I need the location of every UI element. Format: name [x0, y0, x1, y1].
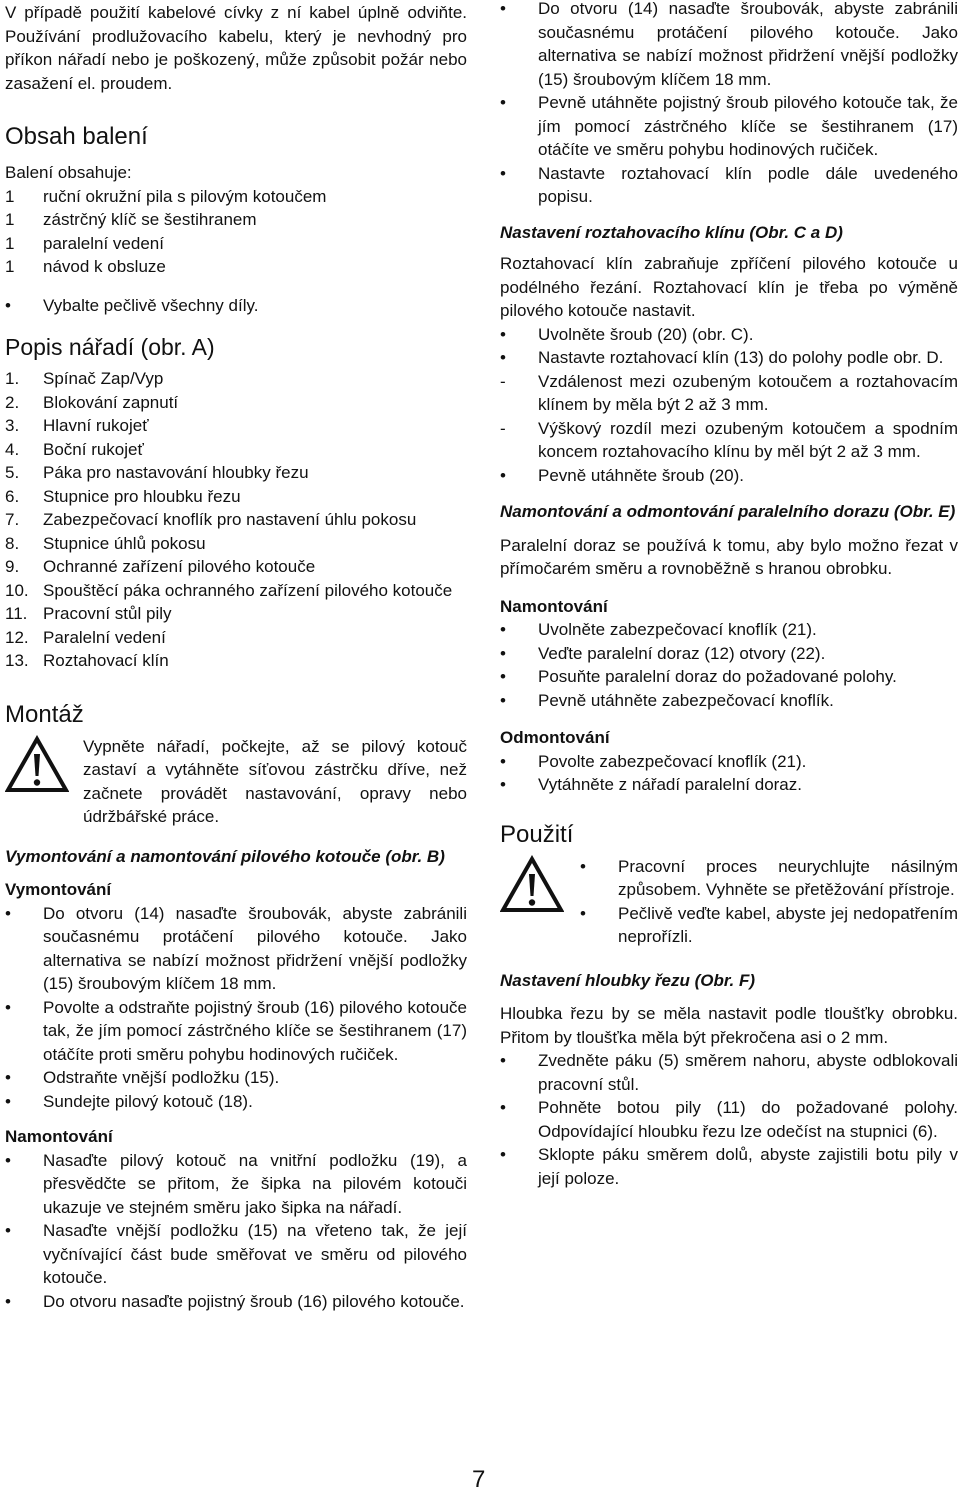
list-item: • Pečlivě veďte kabel, abyste jej nedopatřením neprořízli.	[580, 902, 958, 949]
list-item: • Pevně utáhněte pojistný šroub pilového kotouče tak, že jím pomocí zástrčného klíče se šestihranem (17) otáčíte ve směru pohybu hodinových ručiček.	[500, 91, 958, 162]
assembly-heading: Montáž	[5, 700, 84, 728]
list-item: • Odstraňte vnější podložku (15).	[5, 1066, 467, 1090]
list-item: • Sklopte páku směrem dolů, abyste zajistili botu pily v její poloze.	[500, 1143, 958, 1190]
fence-text: Paralelní doraz se používá k tomu, aby bylo možno řezat v přímočarém směru a rovnoběžně s hranou obrobku.	[500, 535, 958, 578]
fence-mount-list	[500, 618, 958, 712]
mount-list	[5, 1149, 467, 1314]
list-item: • Nastavte roztahovací klín (13) do polohy podle obr. D.	[500, 346, 958, 370]
fence-remove-list	[500, 750, 958, 797]
list-item: • Do otvoru (14) nasaďte šroubovák, abyste zabránili současnému protáčení pilového kotouče. Jako alternativa se nabízí možnost přidržení vnější podložky (15) šroubovým klíčem 18 mm.	[500, 0, 958, 91]
use-warning-list	[580, 855, 958, 949]
list-item: 5. Páka pro nastavování hloubky řezu	[5, 463, 309, 482]
list-item: 13. Roztahovací klín	[5, 651, 169, 670]
depth-heading: Nastavení hloubky řezu (Obr. F)	[500, 970, 756, 990]
list-item: • Pevně utáhněte zabezpečovací knoflík.	[500, 689, 958, 713]
list-item: - Výškový rozdíl mezi ozubeným kotoučem a spodním koncem roztahovacího klínu by měl být 2 až 3 mm.	[500, 417, 958, 464]
list-item: 1. Spínač Zap/Vyp	[5, 369, 164, 388]
depth-steps	[500, 1049, 958, 1190]
fence-heading: Namontování a odmontování paralelního dorazu (Obr. E)	[500, 502, 956, 521]
list-item: • Pracovní proces neurychlujte násilným způsobem. Vyhněte se přetěžování přístroje.	[580, 855, 958, 902]
list-item: 8. Stupnice úhlů pokosu	[5, 533, 206, 553]
unpack-list	[5, 294, 467, 318]
list-item: 1 ruční okružní pila s pilovým kotoučem	[5, 186, 327, 206]
use-warning	[500, 855, 958, 949]
list-item: • Pohněte botou pily (11) do požadované polohy. Odpovídající hloubku řezu lze odečíst na stupnici (6).	[500, 1096, 958, 1143]
list-item: 9. Ochranné zařízení pilového kotouče	[5, 557, 316, 576]
removal-heading: Vymontování	[5, 880, 112, 899]
list-item: • Pevně utáhněte šroub (20).	[500, 464, 958, 488]
parts-list	[5, 367, 467, 673]
list-item: • Nasaďte vnější podložku (15) na vřeteno tak, že její vyčnívající část bude směřovat ve směru od pilového kotouče.	[5, 1219, 467, 1290]
list-item: • Nasaďte pilový kotouč na vnitřní podložku (19), a přesvědčte se přitom, že šipka na pilovém kotouči ukazuje ve stejném směru jako šipka na nářadí.	[5, 1149, 467, 1220]
list-item: 3. Hlavní rukojeť	[5, 416, 149, 435]
description-heading: Popis nářadí (obr. A)	[5, 334, 215, 360]
use-heading: Použití	[500, 820, 574, 848]
list-item: 1 návod k obsluze	[5, 257, 166, 276]
list-item: 11. Pracovní stůl pily	[5, 604, 172, 623]
wedge-steps	[500, 323, 958, 370]
right-column	[500, 0, 958, 1190]
contents-lead: Balení obsahuje:	[5, 163, 132, 182]
list-item: • Do otvoru (14) nasaďte šroubovák, abyste zabránili současnému protáčení pilového kotouče. Jako alternativa se nabízí možnost přidržení vnější podložky (15) šroubovým klíčem 18 mm.	[5, 902, 467, 996]
list-item: • Vybalte pečlivě všechny díly.	[5, 294, 467, 318]
page-number: 7	[472, 1466, 486, 1493]
contents-heading: Obsah balení	[5, 123, 148, 150]
contents-list	[5, 185, 467, 279]
list-item: • Nastavte roztahovací klín podle dále uvedeného popisu.	[500, 162, 958, 209]
wedge-text: Roztahovací klín zabraňuje zpříčení pilového kotouče u podélného řezání. Roztahovací klín je třeba po výměně pilového kotouče nastavit.	[500, 254, 958, 320]
warning-icon	[500, 855, 564, 913]
list-item: • Zvedněte páku (5) směrem nahoru, abyste odblokovali pracovní stůl.	[500, 1049, 958, 1096]
list-item: 12. Paralelní vedení	[5, 627, 166, 647]
left-column	[5, 0, 467, 1313]
mount-heading: Namontování	[5, 1127, 113, 1146]
fence-mount-heading: Namontování	[500, 596, 608, 616]
fence-remove-heading: Odmontování	[500, 728, 610, 747]
assembly-warning	[5, 735, 467, 829]
list-item: • Veďte paralelní doraz (12) otvory (22).	[500, 642, 958, 666]
list-item: • Uvolněte šroub (20) (obr. C).	[500, 323, 958, 347]
mount-continued-list	[500, 0, 958, 209]
removal-list	[5, 902, 467, 1114]
list-item: • Povolte zabezpečovací knoflík (21).	[500, 750, 958, 774]
list-item: • Uvolněte zabezpečovací knoflík (21).	[500, 618, 958, 642]
warning-text: Vypněte nářadí, počkejte, až se pilový kotouč zastaví a vytáhněte síťovou zástrčku dříve, než začnete provádět nastavování, opravy nebo údržbářské práce.	[83, 736, 467, 826]
warning-icon	[5, 735, 69, 793]
list-item: 10. Spouštěcí páka ochranného zařízení pilového kotouče	[5, 580, 453, 600]
list-item: • Do otvoru nasaďte pojistný šroub (16) pilového kotouče.	[5, 1290, 467, 1314]
list-item: • Vytáhněte z nářadí paralelní doraz.	[500, 773, 958, 797]
wedge-heading: Nastavení roztahovacího klínu (Obr. C a D)	[500, 222, 843, 242]
list-item: 1 paralelní vedení	[5, 233, 164, 253]
list-item: • Posuňte paralelní doraz do požadované polohy.	[500, 665, 958, 689]
depth-text: Hloubka řezu by se měla nastavit podle tloušťky obrobku. Přitom by tloušťka měla být překročena asi o 2 mm.	[500, 1004, 958, 1047]
list-item: • Sundejte pilový kotouč (18).	[5, 1090, 467, 1114]
list-item: 4. Boční rukojeť	[5, 439, 144, 459]
wedge-dash-list	[500, 370, 958, 464]
list-item: 1 zástrčný klíč se šestihranem	[5, 210, 257, 229]
blade-heading: Vymontování a namontování pilového kotouče (obr. B)	[5, 846, 445, 866]
list-item: • Povolte a odstraňte pojistný šroub (16) pilového kotouče tak, že jím pomocí zástrčného klíče se šestihranem (17) otáčíte proti směru pohybu hodinových ručiček.	[5, 996, 467, 1067]
list-item: 7. Zabezpečovací knoflík pro nastavení úhlu pokosu	[5, 510, 417, 529]
list-item: - Vzdálenost mezi ozubeným kotoučem a roztahovacím klínem by měla být 2 až 3 mm.	[500, 370, 958, 417]
list-item: 2. Blokování zapnutí	[5, 392, 179, 412]
wedge-steps-final	[500, 464, 958, 488]
intro-paragraph: V případě použití kabelové cívky z ní kabel úplně odviňte. Používání prodlužovacího kabelu, který je nevhodný pro příkon nářadí nebo je poškozený, může způsobit požár nebo zasažení el. proudem.	[5, 3, 467, 93]
list-item: 6. Stupnice pro hloubku řezu	[5, 486, 241, 506]
